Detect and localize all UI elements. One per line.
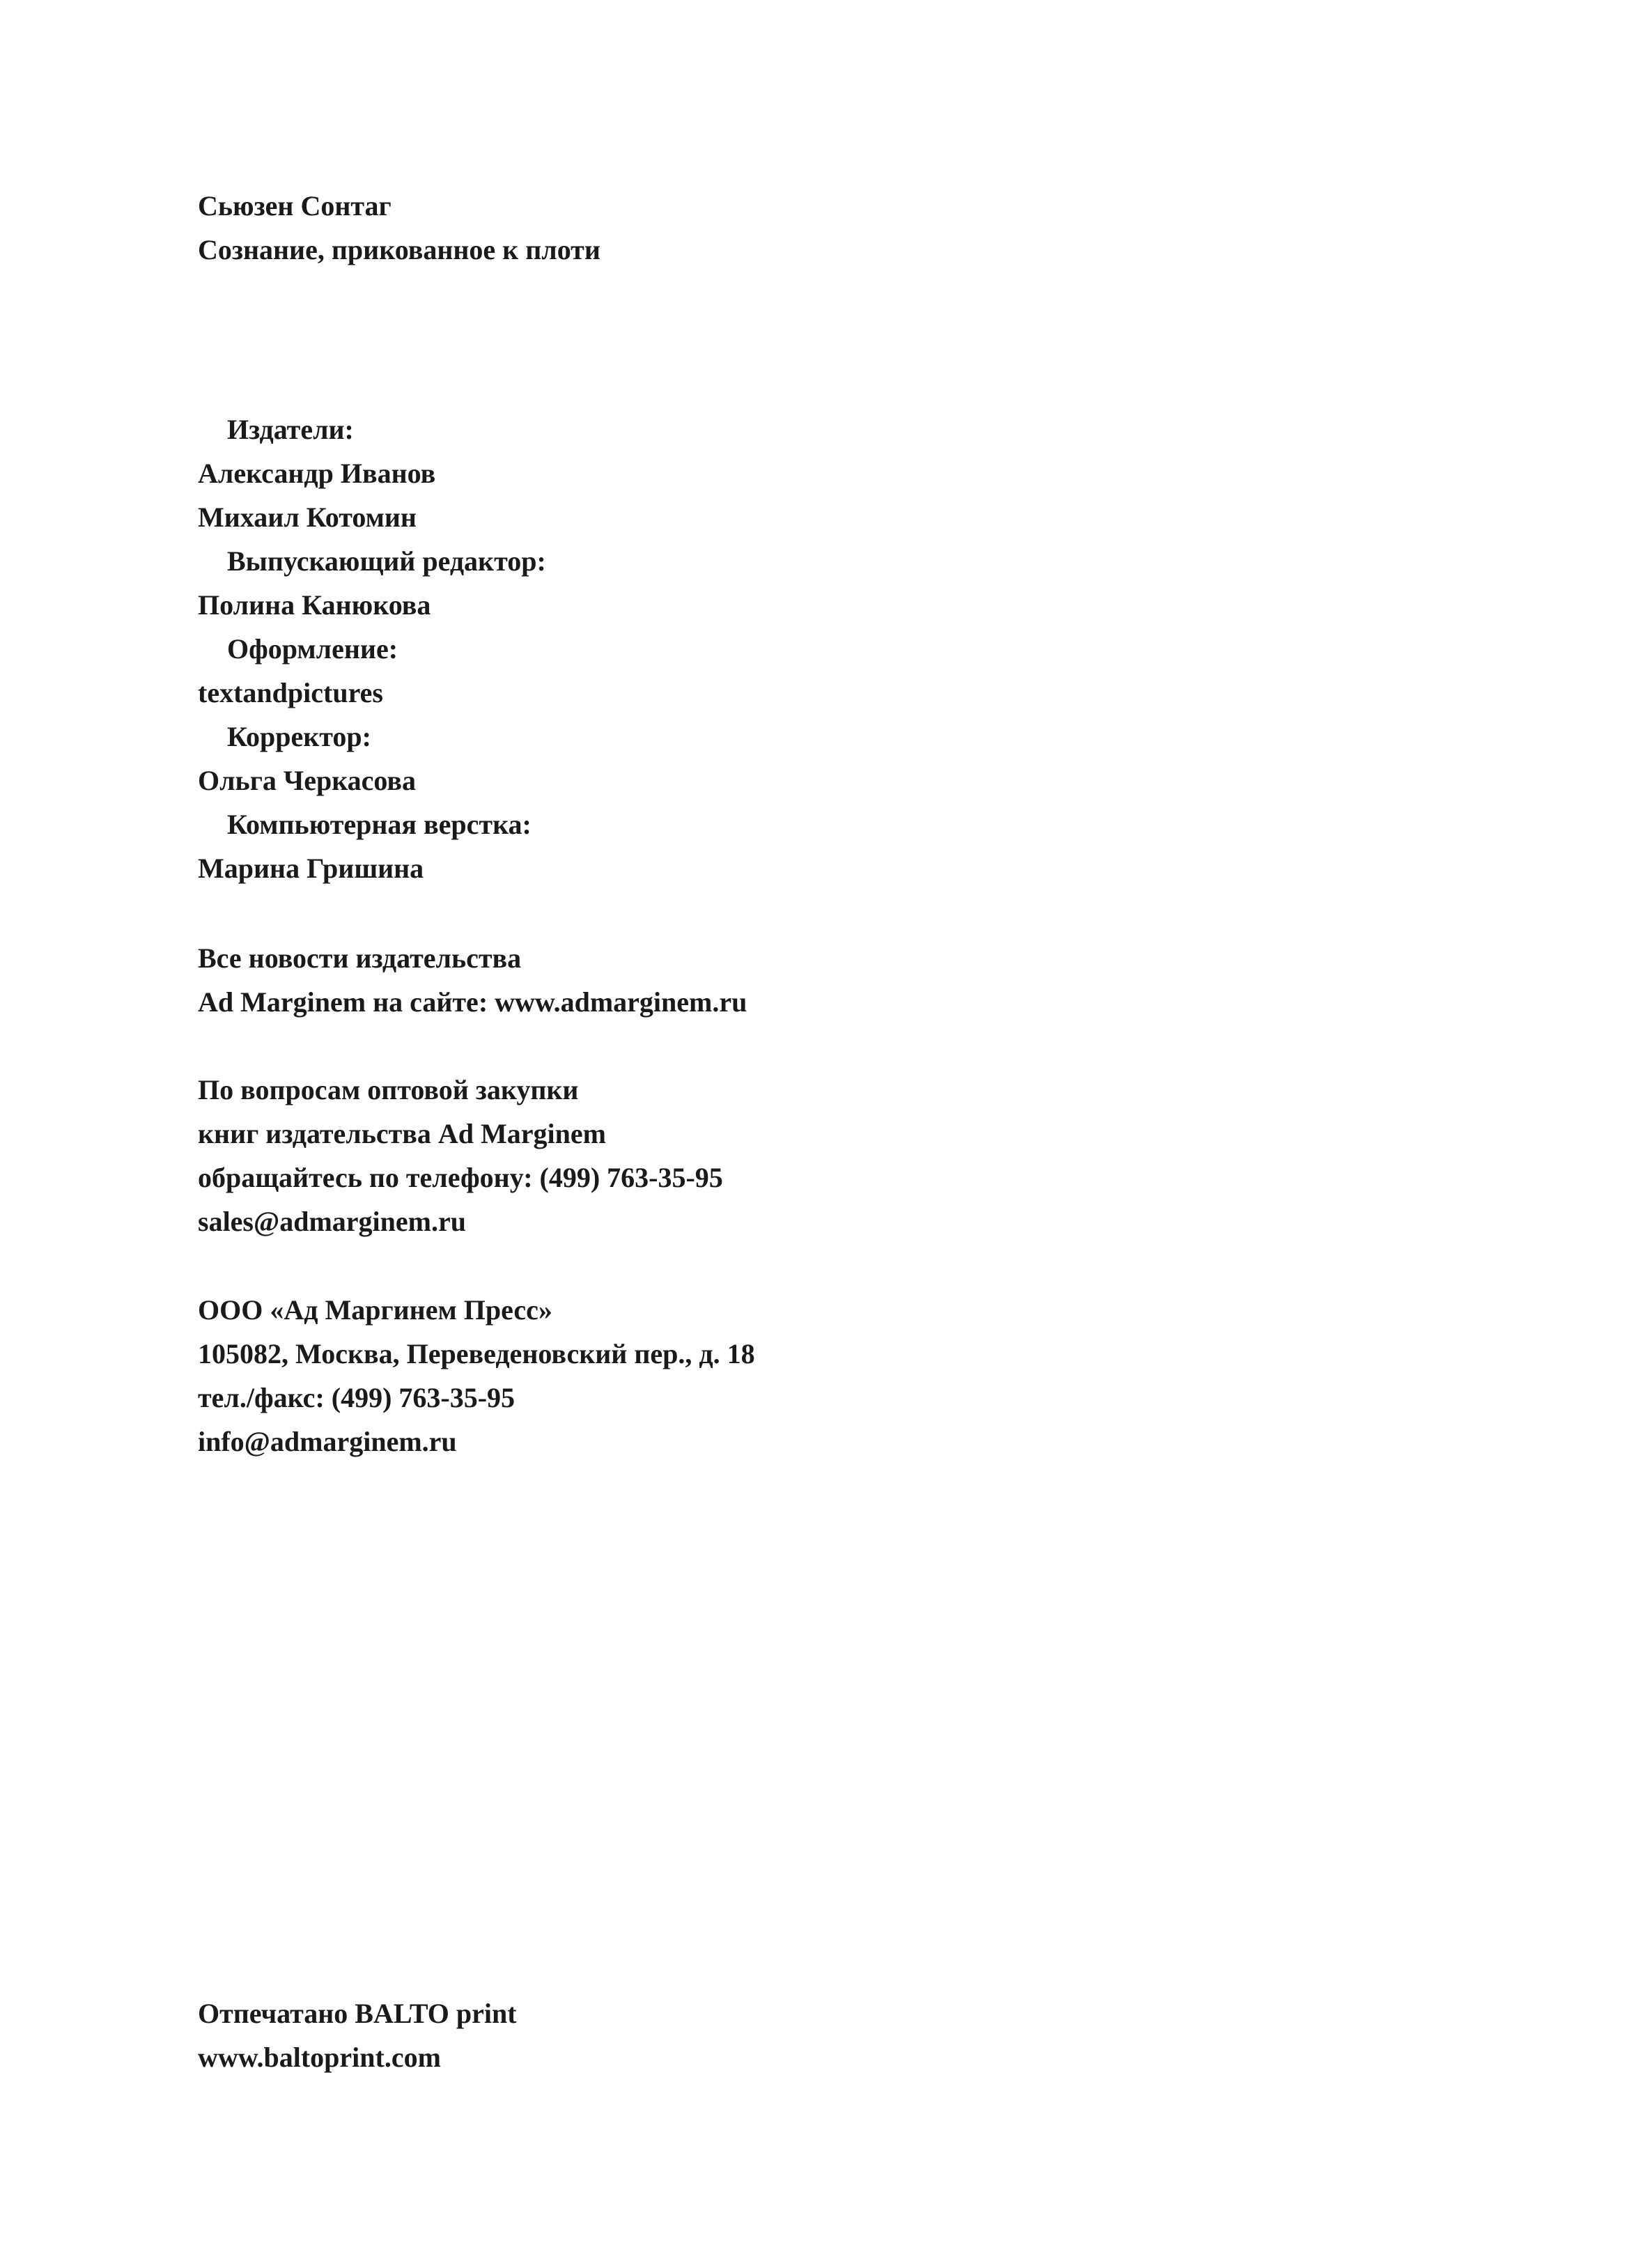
wholesale-line-1: По вопросам оптовой закупки: [198, 1074, 579, 1105]
printer-line-1: Отпечатано BALTO print: [198, 1998, 517, 2029]
wholesale-phone-line: обращайтесь по телефону: (499) 763-35-95: [198, 1162, 723, 1193]
printer-block: [198, 1991, 517, 2079]
credit-role-proofreader: Корректор:: [227, 721, 371, 752]
wholesale-email: sales@admarginem.ru: [198, 1206, 466, 1237]
credits-block: [198, 407, 546, 890]
wholesale-block: [198, 1068, 723, 1243]
credit-name-layout: Марина Гришина: [198, 853, 424, 884]
author-name: Сьюзен Сонтаг: [198, 190, 392, 222]
news-line-2: Ad Marginem на сайте: www.admarginem.ru: [198, 986, 747, 1018]
news-line-1: Все новости издательства: [198, 942, 522, 974]
publisher-address: 105082, Москва, Переведеновский пер., д. 18: [198, 1338, 755, 1369]
book-title: Сознание, прикованное к плоти: [198, 234, 600, 265]
credit-role-layout: Компьютерная верстка:: [227, 809, 532, 840]
title-block: [198, 184, 600, 272]
credit-name-proofreader: Ольга Черкасова: [198, 765, 417, 796]
credit-role-managing-editor: Выпускающий редактор:: [227, 545, 546, 577]
publisher-email: info@admarginem.ru: [198, 1426, 457, 1457]
publisher-name: ООО «Ад Маргинем Пресс»: [198, 1294, 552, 1326]
credit-name-publisher-2: Михаил Котомин: [198, 502, 417, 533]
credit-role-design: Оформление:: [227, 633, 398, 665]
news-block: [198, 936, 747, 1024]
credit-name-design: textandpictures: [198, 677, 383, 708]
credit-role-publishers: Издатели:: [227, 414, 354, 445]
publisher-phone: тел./факс: (499) 763-35-95: [198, 1382, 516, 1413]
credit-name-publisher-1: Александр Иванов: [198, 458, 436, 489]
wholesale-line-2: книг издательства Ad Marginem: [198, 1118, 606, 1149]
publisher-block: [198, 1288, 755, 1463]
credit-name-managing-editor: Полина Канюкова: [198, 589, 431, 621]
printer-website: www.baltoprint.com: [198, 2042, 441, 2073]
